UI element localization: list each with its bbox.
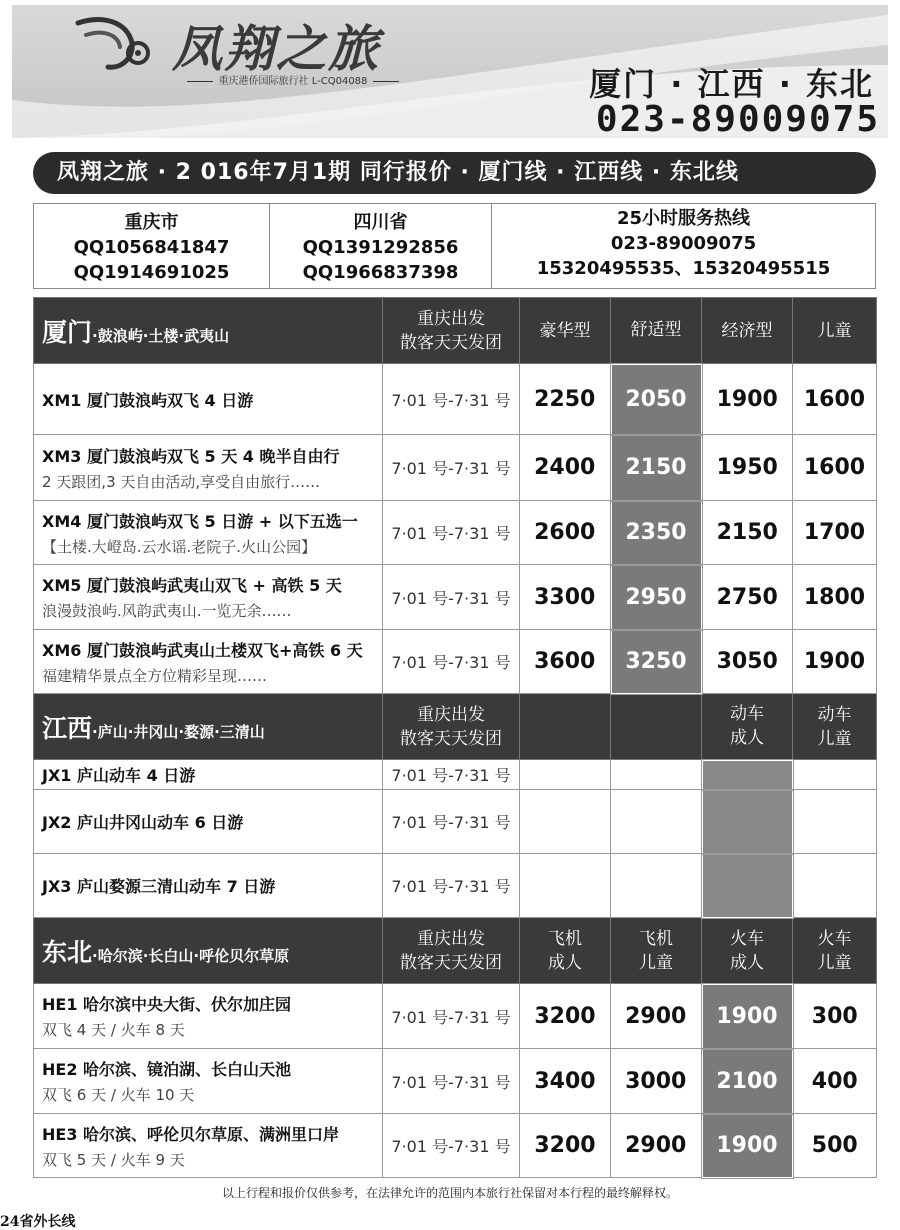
price-cell-empty [793, 790, 877, 854]
contact-sichuan [270, 204, 492, 288]
date-range: 7·01 号-7·31 号 [383, 364, 520, 435]
table-row [34, 435, 877, 501]
col-header: 飞机 成人 [520, 918, 611, 984]
col-header: 火车 儿童 [793, 918, 877, 984]
price-cell: 2900 [611, 984, 702, 1049]
price-cell: 400 [793, 1049, 877, 1114]
header-banner [12, 5, 888, 138]
price-cell-empty [702, 790, 793, 854]
table-row [34, 1114, 877, 1178]
route-cell: XM4 厦门鼓浪屿双飞 5 日游 + 以下五选一 【土楼.大嶝岛.云水谣.老院子.火山公园】 [34, 501, 383, 565]
col-header: 飞机 儿童 [611, 918, 702, 984]
date-range: 7·01 号-7·31 号 [383, 565, 520, 630]
price-cell: 2900 [611, 1114, 702, 1178]
route-cell: HE2 哈尔滨、镜泊湖、长白山天池 双飞 6 天 / 火车 10 天 [34, 1049, 383, 1114]
hotline-mobiles: 15320495535、15320495515 [536, 258, 831, 279]
table-row [34, 364, 877, 435]
price-cell: 2150 [702, 501, 793, 565]
col-header: 动车 成人 [702, 694, 793, 760]
col-header-empty [611, 694, 702, 760]
agency-name: 重庆港侨国际旅行社 L-CQ04088 [174, 72, 412, 87]
hotline-phone: 023-89009075 [610, 233, 757, 254]
price-cell: 2100 [702, 1049, 793, 1114]
qq-number: QQ1914691025 [73, 262, 230, 283]
route-cell: XM3 厦门鼓浪屿双飞 5 天 4 晚半自由行 2 天跟团,3 天自由活动,享受自由旅行…… [34, 435, 383, 501]
price-cell: 2750 [702, 565, 793, 630]
price-cell: 3600 [520, 630, 611, 694]
brand-title: 凤翔之旅 [172, 19, 380, 78]
qq-number: QQ1966837398 [302, 262, 459, 283]
route-cell: XM1 厦门鼓浪屿双飞 4 日游 [34, 364, 383, 435]
date-range: 7·01 号-7·31 号 [383, 435, 520, 501]
section-header-dongbei [34, 918, 877, 984]
price-cell: 2150 [611, 435, 702, 501]
region-label: 重庆市 [124, 212, 179, 233]
price-cell: 1900 [793, 630, 877, 694]
depart-header: 重庆出发 散客天天发团 [383, 298, 520, 364]
price-cell-empty [520, 760, 611, 790]
route-cell: XM5 厦门鼓浪屿武夷山双飞 + 高铁 5 天 浪漫鼓浪屿.风韵武夷山.一览无余…… [34, 565, 383, 630]
date-range: 7·01 号-7·31 号 [383, 501, 520, 565]
price-cell: 2050 [611, 364, 702, 435]
contact-chongqing [34, 204, 270, 288]
date-range: 7·01 号-7·31 号 [383, 1114, 520, 1178]
price-cell: 3400 [520, 1049, 611, 1114]
price-cell: 2250 [520, 364, 611, 435]
price-cell-empty [793, 760, 877, 790]
price-cell: 1700 [793, 501, 877, 565]
contact-box [33, 203, 876, 289]
phoenix-swirl-logo-icon [72, 13, 162, 77]
region-label: 四川省 [353, 212, 408, 233]
price-cell-empty [611, 760, 702, 790]
price-cell: 2400 [520, 435, 611, 501]
table-row [34, 984, 877, 1049]
price-cell: 3000 [611, 1049, 702, 1114]
route-cell: HE3 哈尔滨、呼伦贝尔草原、满洲里口岸 双飞 5 天 / 火车 9 天 [34, 1114, 383, 1178]
qq-number: QQ1056841847 [73, 237, 230, 258]
price-cell: 3250 [611, 630, 702, 694]
price-cell: 3200 [520, 984, 611, 1049]
price-cell: 1900 [702, 1114, 793, 1178]
price-cell-empty [611, 854, 702, 918]
section-title: 江西·庐山·井冈山·婺源·三清山 [34, 694, 383, 760]
disclaimer: 以上行程和报价仅供参考，在法律允许的范围内本旅行社保留对本行程的最终解释权。 [221, 1186, 678, 1200]
price-cell: 1900 [702, 984, 793, 1049]
date-range: 7·01 号-7·31 号 [383, 1049, 520, 1114]
price-cell: 1900 [702, 364, 793, 435]
date-range: 7·01 号-7·31 号 [383, 854, 520, 918]
date-range: 7·01 号-7·31 号 [383, 760, 520, 790]
table-row [34, 630, 877, 694]
price-cell: 300 [793, 984, 877, 1049]
table-row [34, 854, 877, 918]
table-row [34, 565, 877, 630]
price-cell-empty [702, 854, 793, 918]
contact-hotline [492, 204, 875, 288]
depart-header: 重庆出发 散客天天发团 [383, 694, 520, 760]
issue-title: 凤翔之旅 · 2 016年7月1期 同行报价 · 厦门线 · 江西线 · 东北线 [33, 152, 876, 194]
section-title: 东北·哈尔滨·长白山·呼伦贝尔草原 [34, 918, 383, 984]
price-cell: 2350 [611, 501, 702, 565]
price-cell-empty [611, 790, 702, 854]
price-cell: 1800 [793, 565, 877, 630]
date-range: 7·01 号-7·31 号 [383, 630, 520, 694]
depart-header: 重庆出发 散客天天发团 [383, 918, 520, 984]
price-cell: 1950 [702, 435, 793, 501]
date-range: 7·01 号-7·31 号 [383, 984, 520, 1049]
price-cell: 3200 [520, 1114, 611, 1178]
banner-phone: 023-89009075 [595, 99, 880, 138]
route-cell: JX2 庐山井冈山动车 6 日游 [34, 790, 383, 854]
price-cell: 1600 [793, 435, 877, 501]
price-cell: 3300 [520, 565, 611, 630]
page-label: 24省外长线 [0, 1214, 76, 1230]
price-cell: 3050 [702, 630, 793, 694]
col-header: 儿童 [793, 298, 877, 364]
col-header: 动车 儿童 [793, 694, 877, 760]
col-header: 豪华型 [520, 298, 611, 364]
hotline-label: 25小时服务热线 [616, 208, 751, 229]
date-range: 7·01 号-7·31 号 [383, 790, 520, 854]
section-header-jiangxi [34, 694, 877, 760]
col-header-empty [520, 694, 611, 760]
section-title: 厦门·鼓浪屿·土楼·武夷山 [34, 298, 383, 364]
price-cell: 2950 [611, 565, 702, 630]
price-cell: 2600 [520, 501, 611, 565]
route-cell: HE1 哈尔滨中央大街、伏尔加庄园 双飞 4 天 / 火车 8 天 [34, 984, 383, 1049]
route-cell: JX1 庐山动车 4 日游 [34, 760, 383, 790]
col-header: 舒适型 [611, 298, 702, 364]
col-header: 火车 成人 [702, 918, 793, 984]
price-cell: 500 [793, 1114, 877, 1178]
table-row [34, 1049, 877, 1114]
col-header: 经济型 [702, 298, 793, 364]
table-row [34, 790, 877, 854]
price-cell-empty [702, 760, 793, 790]
price-cell-empty [520, 854, 611, 918]
banner-destinations: 厦门 · 江西 · 东北 [589, 65, 874, 103]
price-cell-empty [520, 790, 611, 854]
route-cell: XM6 厦门鼓浪屿武夷山土楼双飞+高铁 6 天 福建精华景点全方位精彩呈现…… [34, 630, 383, 694]
price-table [33, 297, 877, 1179]
table-row [34, 760, 877, 790]
qq-number: QQ1391292856 [302, 237, 459, 258]
section-header-xiamen [34, 298, 877, 364]
price-cell: 1600 [793, 364, 877, 435]
table-row [34, 501, 877, 565]
route-cell: JX3 庐山婺源三清山动车 7 日游 [34, 854, 383, 918]
price-cell-empty [793, 854, 877, 918]
